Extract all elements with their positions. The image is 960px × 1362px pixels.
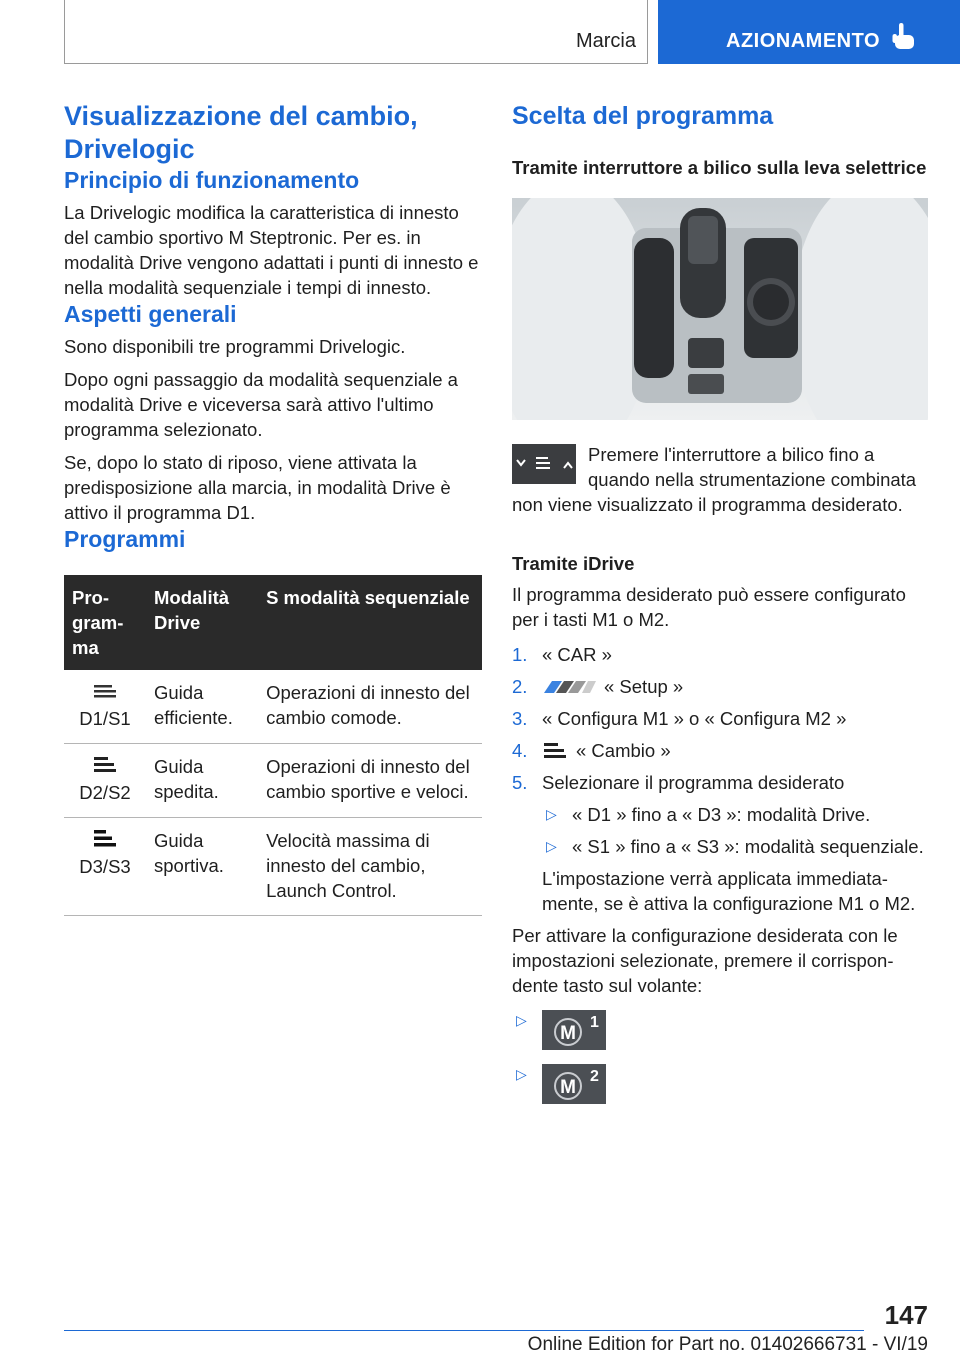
table-row	[64, 744, 482, 818]
programs-table	[64, 575, 482, 916]
list-item: 5. Selezionare il programma desiderato ▷ « D1 » fino a « D3 »: modalità Drive. ▷ « S1 » fino a « S3 »: modalità sequenziale. L'impostazione verrà applicata immediatamente, se è attiva la configurazione M1 o M2.	[512, 770, 930, 916]
section-title-programs: Programmi	[64, 526, 186, 552]
sequential-mode-cell: Velocità massima di innesto del cambio, Launch Control.	[258, 818, 482, 916]
idrive-text: Il programma desiderato può essere configurato per i tasti M1 o M2.	[512, 584, 906, 630]
triangle-bullet-icon: ▷	[516, 1066, 527, 1082]
program-label: D1/S1	[79, 708, 131, 729]
m1-button-icon	[542, 1010, 606, 1050]
drive-mode-cell: Guida efficiente.	[146, 670, 258, 744]
list-item: 4. « Cambio »	[512, 740, 671, 761]
m-stripes-icon	[542, 679, 598, 695]
chapter-tab[interactable]	[658, 0, 960, 64]
program-label: D2/S2	[79, 782, 131, 803]
drivelogic-icon	[542, 740, 568, 760]
steps-list	[512, 642, 930, 916]
triangle-bullet-icon: ▷	[546, 806, 557, 822]
left-column	[64, 100, 482, 916]
page-title: Visualizzazione del cambio, Drivelogic	[64, 101, 418, 164]
program-label: D3/S3	[79, 856, 131, 877]
center-console-photo	[512, 198, 928, 420]
sub-list	[542, 802, 930, 859]
section-label: Marcia	[575, 30, 636, 52]
principle-text: La Drivelogic modifica la caratteristica di innesto del cambio sportivo M Steptronic. Per es. in modalità Drive vengono adattati i punti di innesto e nella modalità sequenziale i tempi di innesto.	[64, 202, 479, 298]
drivelogic-1-icon	[92, 680, 118, 700]
svg-text:M: M	[560, 1023, 576, 1044]
svg-text:2: 2	[590, 1068, 599, 1085]
general-text-2: Dopo ogni passaggio da modalità sequenziale a modalità Drive e viceversa sarà attivo l'ultimo programma selezionato.	[64, 369, 458, 440]
svg-text:1: 1	[590, 1014, 599, 1031]
sub-list-item: ▷ « D1 » fino a « D3 »: modalità Drive.	[546, 804, 871, 825]
triangle-bullet-icon: ▷	[546, 838, 557, 854]
list-item: 3. « Configura M1 » o « Configura M2 »	[512, 708, 847, 729]
table-row	[64, 670, 482, 744]
sequential-mode-cell: Operazioni di innesto del cambio sportive e veloci.	[258, 744, 482, 818]
m2-button-icon	[542, 1064, 606, 1104]
table-row	[64, 818, 482, 916]
chapter-label: AZIONAMENTO	[726, 30, 881, 52]
list-item: 2. « Setup »	[512, 676, 684, 697]
drive-mode-cell: Guida spedita.	[146, 744, 258, 818]
table-header: Programma	[64, 575, 146, 670]
rocker-instruction: Premere l'interruttore a bilico fino a quando nella strumentazione combinata non viene visualizzato il programma desiderato.	[512, 444, 917, 515]
triangle-bullet-icon: ▷	[516, 1012, 527, 1028]
footer-divider	[64, 1330, 864, 1331]
final-instruction: Per attivare la configurazione desiderata con le impostazioni selezionate, premere il corrispondente tasto sul volante:	[512, 925, 898, 996]
list-item	[512, 1010, 930, 1050]
list-item	[512, 1064, 930, 1104]
rocker-switch-icon	[512, 444, 576, 484]
sequential-mode-cell: Operazioni di innesto del cambio comode.	[258, 670, 482, 744]
apply-note: L'impostazione verrà applicata immediatamente, se è attiva la configurazione M1 o M2.	[542, 868, 916, 914]
table-header: Modalità Drive	[146, 575, 258, 670]
drivelogic-3-icon	[92, 828, 118, 848]
section-title-general: Aspetti generali	[64, 301, 237, 327]
page-number: 147	[884, 1300, 928, 1330]
general-text-3: Se, dopo lo stato di riposo, viene attivata la predisposizione alla marcia, in modalità Drive è attivo il programma D1.	[64, 452, 451, 523]
section-title-principle: Principio di funzionamento	[64, 167, 360, 193]
subheading-idrive: Tramite iDrive	[512, 553, 635, 574]
steering-buttons-list	[512, 1010, 930, 1104]
drivelogic-2-icon	[92, 754, 118, 774]
section-title-selection: Scelta del programma	[512, 102, 774, 130]
drive-mode-cell: Guida sportiva.	[146, 818, 258, 916]
subheading-rocker: Tramite interruttore a bilico sulla leva selettrice	[512, 157, 927, 178]
general-text-1: Sono disponibili tre programmi Drivelogic.	[64, 336, 406, 357]
table-header-row	[64, 575, 482, 670]
table-header: S modalità sequenziale	[258, 575, 482, 670]
right-column	[512, 100, 930, 1118]
footer-text: Online Edition for Part no. 01402666731 - VI/19	[527, 1334, 928, 1355]
hand-pointer-icon	[892, 22, 916, 57]
list-item: 1. « CAR »	[512, 644, 612, 665]
svg-text:M: M	[560, 1077, 576, 1098]
sub-list-item: ▷ « S1 » fino a « S3 »: modalità sequenziale.	[546, 836, 924, 857]
